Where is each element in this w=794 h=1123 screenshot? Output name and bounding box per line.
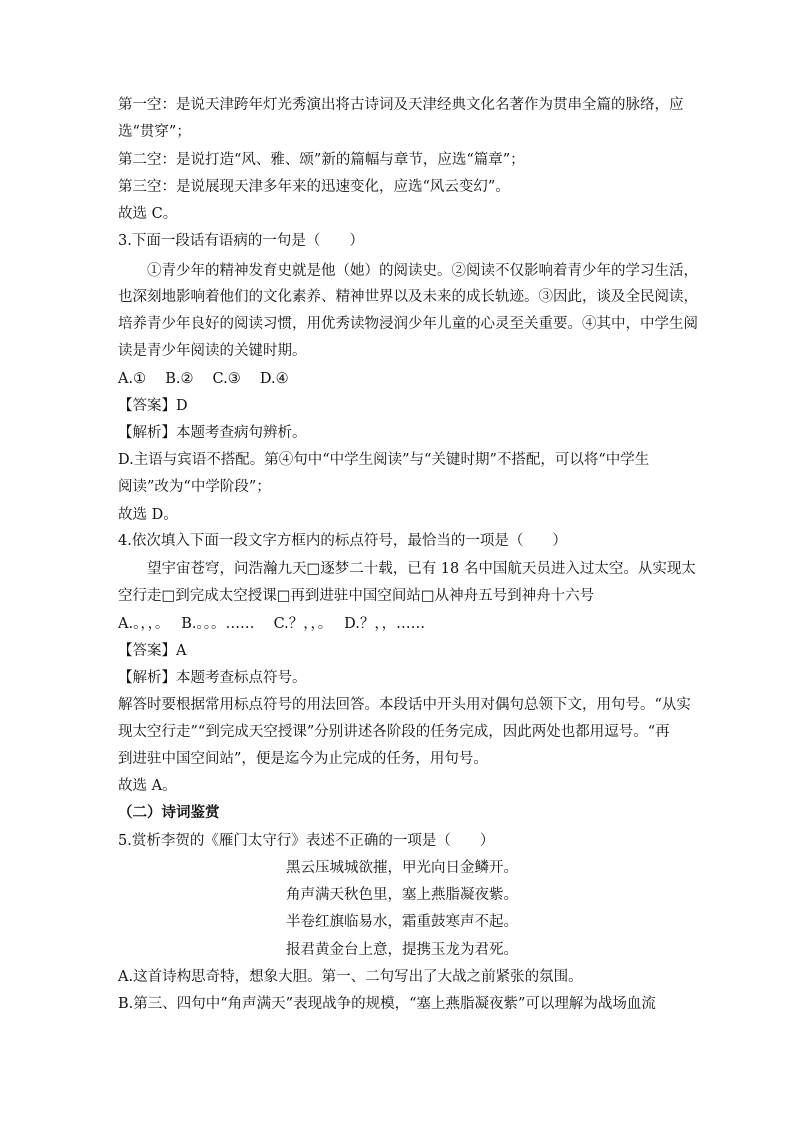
poem-line: 报君黄金台上意，提携玉龙为君死。: [286, 942, 518, 958]
text-line: 到进驻中国空间站”，便是迄今为止完成的任务，用句号。: [118, 751, 488, 767]
text-line: 阅读”改为“中学阶段”；: [118, 479, 271, 495]
poem-line: 黑云压城城欲摧，甲光向日金鳞开。: [286, 860, 518, 876]
options-line: A.。，，。 B.。。。…… C.？，，。 D.？，，……: [118, 616, 426, 632]
analysis-line: 【解析】本题考查标点符号。: [118, 670, 307, 686]
analysis-line: 【解析】本题考查病句辨析。: [118, 425, 307, 441]
passage-line: ①青少年的精神发育史就是他（她）的阅读史。②阅读不仅影响着青少年的学习生活，: [147, 263, 698, 279]
passage-line: 望宇宙苍穹，问浩瀚九天□逐梦二十载，已有 18 名中国航天员进入过太空。从实现太: [147, 561, 696, 577]
question-line: 5.赏析李贺的《雁门太守行》表述不正确的一项是（ ）: [118, 833, 495, 849]
poem-line: 半卷红旗临易水，霜重鼓寒声不起。: [286, 914, 518, 930]
text-line: 第三空：是说展现天津多年来的迅速变化，应选“风云变幻”。: [118, 179, 510, 195]
text-line: 解答时要根据常用标点符号的用法回答。本段话中开头用对偶句总领下文，用句号。“从实: [118, 697, 691, 713]
text-line: 第一空：是说天津跨年灯光秀演出将古诗词及天津经典文化名著作为贯串全篇的脉络，应: [118, 97, 684, 113]
text-line: 第二空：是说打造“风、雅、颂”新的篇幅与章节，应选“篇章”；: [118, 152, 525, 168]
poem-line: 角声满天秋色里，塞上燕脂凝夜紫。: [286, 887, 518, 903]
section-heading: （二）诗词鉴赏: [118, 804, 220, 821]
answer-line: 【答案】A: [118, 643, 187, 659]
passage-line: 空行走□到完成太空授课□再到进驻中国空间站□从神舟五号到神舟十六号: [118, 588, 595, 604]
text-line: 故选 C。: [118, 206, 178, 222]
text-line: 故选 D。: [118, 507, 178, 523]
passage-line: 读是青少年阅读的关键时期。: [118, 343, 307, 359]
text-line: D.主语与宾语不搭配。第④句中“中学生阅读”与“关键时期”不搭配，可以将“中学生: [118, 452, 650, 468]
question-line: 4.依次填入下面一段文字方框内的标点符号，最恰当的一项是（ ）: [118, 533, 567, 549]
option-line: B.第三、四句中“角声满天”表现战争的规模，“塞上燕脂凝夜紫”可以理解为战场血流: [118, 996, 656, 1012]
text-line: 现太空行走”“到完成天空授课”分别讲述各阶段的任务完成，因此两处也都用逗号。“再: [118, 724, 670, 740]
text-line: 选“贯穿”；: [118, 124, 191, 140]
text-line: 故选 A。: [118, 778, 177, 794]
option-line: A.这首诗构思奇特，想象大胆。第一、二句写出了大战之前紧张的氛围。: [118, 969, 583, 985]
passage-line: 培养青少年良好的阅读习惯，用优秀读物浸润少年儿童的心灵至关重要。④其中，中学生阅: [118, 316, 698, 332]
options-line: A.① B.② C.③ D.④: [118, 371, 289, 387]
question-line: 3.下面一段话有语病的一句是（ ）: [118, 233, 364, 249]
answer-line: 【答案】D: [118, 398, 188, 414]
passage-line: 也深刻地影响着他们的文化素养、精神世界以及未来的成长轨迹。③因此，谈及全民阅读，: [118, 289, 698, 305]
